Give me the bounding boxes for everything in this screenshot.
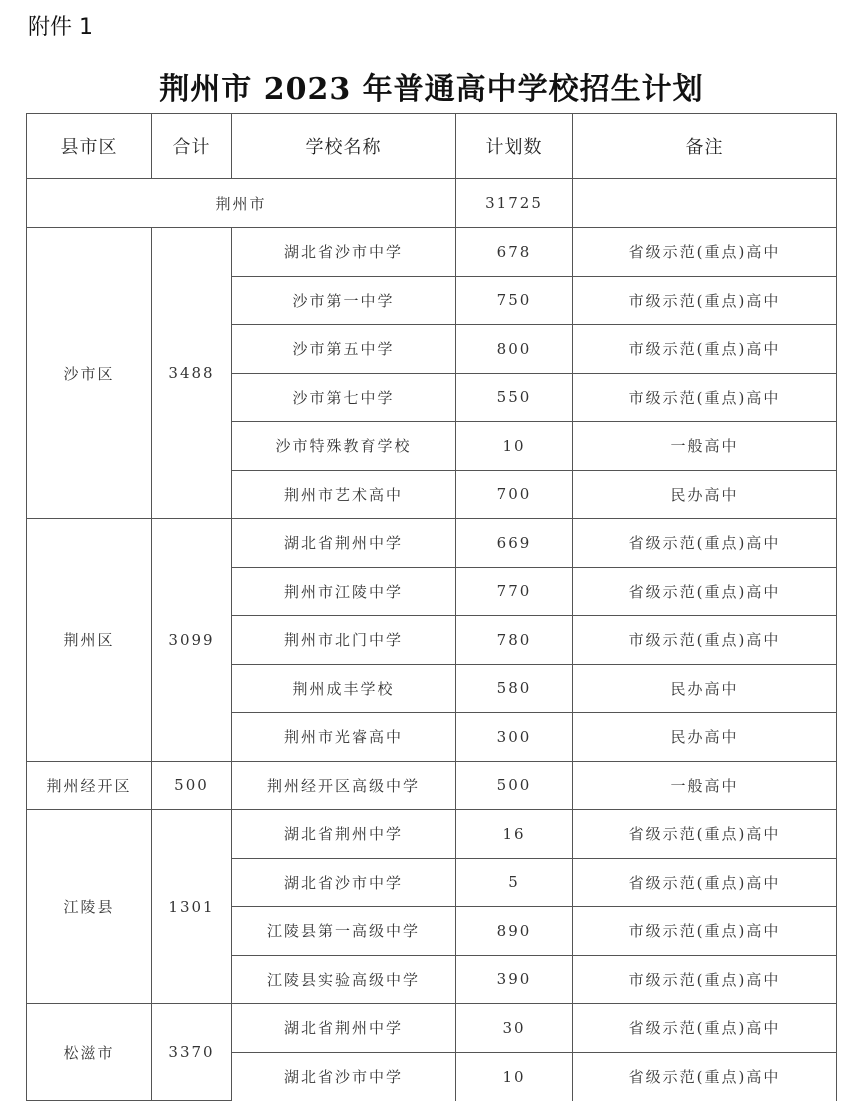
plan-count: 580: [456, 664, 573, 713]
school-note: 市级示范(重点)高中: [573, 325, 837, 374]
school-name: 湖北省沙市中学: [232, 228, 456, 277]
school-note: 省级示范(重点)高中: [573, 228, 837, 277]
school-note: 一般高中: [573, 761, 837, 810]
school-name: 湖北省沙市中学: [232, 1052, 456, 1101]
school-name: 荆州市江陵中学: [232, 567, 456, 616]
school-name: 江陵县第一高级中学: [232, 907, 456, 956]
school-name: 荆州市光睿高中: [232, 713, 456, 762]
table-row: [27, 228, 837, 277]
district-total: 3370: [152, 1004, 232, 1101]
table-header-row: [27, 114, 837, 179]
plan-count: 390: [456, 955, 573, 1004]
table-row: [27, 761, 837, 810]
school-name: 荆州经开区高级中学: [232, 761, 456, 810]
plan-count: 800: [456, 325, 573, 374]
school-note: 省级示范(重点)高中: [573, 567, 837, 616]
plan-count: 30: [456, 1004, 573, 1053]
plan-count: 669: [456, 519, 573, 568]
table-row: [27, 519, 837, 568]
city-total-count: 31725: [456, 179, 573, 228]
plan-count: 550: [456, 373, 573, 422]
plan-count: 300: [456, 713, 573, 762]
district-total: 3488: [152, 228, 232, 519]
school-name: 沙市第五中学: [232, 325, 456, 374]
school-note: 省级示范(重点)高中: [573, 1004, 837, 1053]
school-note: 市级示范(重点)高中: [573, 955, 837, 1004]
plan-count: 10: [456, 1052, 573, 1101]
table-row: [27, 810, 837, 859]
column-header-note: 备注: [573, 114, 837, 179]
school-note: 市级示范(重点)高中: [573, 616, 837, 665]
school-name: 沙市第七中学: [232, 373, 456, 422]
school-note: 市级示范(重点)高中: [573, 373, 837, 422]
column-header-total: 合计: [152, 114, 232, 179]
district-name: 江陵县: [27, 810, 152, 1004]
column-header-district: 县市区: [27, 114, 152, 179]
school-note: 省级示范(重点)高中: [573, 519, 837, 568]
plan-count: 16: [456, 810, 573, 859]
school-note: 省级示范(重点)高中: [573, 858, 837, 907]
school-note: 民办高中: [573, 713, 837, 762]
plan-count: 500: [456, 761, 573, 810]
school-name: 湖北省荆州中学: [232, 810, 456, 859]
district-total: 1301: [152, 810, 232, 1004]
attachment-label: 附件 1: [28, 15, 93, 40]
school-name: 荆州市北门中学: [232, 616, 456, 665]
city-name: 荆州市: [27, 179, 456, 228]
city-total-note: [573, 179, 837, 228]
school-note: 一般高中: [573, 422, 837, 471]
school-note: 民办高中: [573, 664, 837, 713]
school-name: 沙市第一中学: [232, 276, 456, 325]
enrollment-plan-table: [26, 113, 837, 1101]
city-total-row: [27, 179, 837, 228]
school-name: 荆州市艺术高中: [232, 470, 456, 519]
plan-count: 780: [456, 616, 573, 665]
plan-count: 770: [456, 567, 573, 616]
school-name: 沙市特殊教育学校: [232, 422, 456, 471]
document-title: 荆州市 2023 年普通高中学校招生计划: [159, 72, 704, 107]
plan-count: 5: [456, 858, 573, 907]
school-name: 湖北省荆州中学: [232, 519, 456, 568]
school-note: 民办高中: [573, 470, 837, 519]
district-name: 沙市区: [27, 228, 152, 519]
district-name: 荆州经开区: [27, 761, 152, 810]
plan-count: 750: [456, 276, 573, 325]
plan-count: 678: [456, 228, 573, 277]
column-header-school-name: 学校名称: [232, 114, 456, 179]
district-total: 500: [152, 761, 232, 810]
plan-count: 700: [456, 470, 573, 519]
district-name: 荆州区: [27, 519, 152, 762]
plan-count: 10: [456, 422, 573, 471]
school-note: 省级示范(重点)高中: [573, 1052, 837, 1101]
district-name: 松滋市: [27, 1004, 152, 1101]
school-name: 江陵县实验高级中学: [232, 955, 456, 1004]
column-header-plan-count: 计划数: [456, 114, 573, 179]
school-name: 荆州成丰学校: [232, 664, 456, 713]
school-note: 市级示范(重点)高中: [573, 907, 837, 956]
school-note: 省级示范(重点)高中: [573, 810, 837, 859]
plan-count: 890: [456, 907, 573, 956]
district-total: 3099: [152, 519, 232, 762]
school-note: 市级示范(重点)高中: [573, 276, 837, 325]
school-name: 湖北省沙市中学: [232, 858, 456, 907]
table-row: [27, 1004, 837, 1053]
school-name: 湖北省荆州中学: [232, 1004, 456, 1053]
